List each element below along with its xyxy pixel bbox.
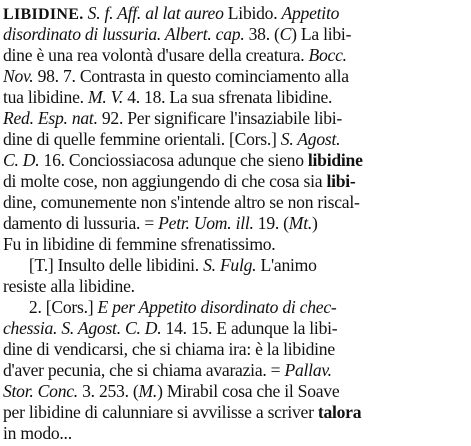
text-run: C (279, 24, 292, 44)
text-run: damento di lussuria. = (3, 213, 159, 233)
text-run: E per Appetito disordinato di chec- (97, 297, 337, 317)
text-run: 16. Conciossiacosa adunque che sieno (39, 150, 308, 170)
text-run: dine di vendicarsi, che si chiama ira: è la libidine (3, 339, 335, 359)
text-run: 2. [Cors.] (3, 297, 98, 317)
text-line (3, 421, 469, 445)
text-run: L'animo (256, 255, 317, 275)
text-run: S. Agost. (280, 129, 341, 149)
text-run: S. Fulg. (203, 255, 257, 275)
text-run: talora (317, 402, 362, 422)
text-run: libi- (326, 171, 356, 191)
text-run: 3. 253. ( (77, 381, 139, 401)
text-run: 98. 7. Contrasta in questo cominciamento alla (33, 66, 349, 86)
text-run: per libidine di calunniare si avvilisse a scriver (3, 402, 318, 422)
text-run: Mt. (288, 213, 312, 233)
text-run: 4. 18. La sua sfrenata libidine. (123, 87, 333, 107)
text-run: Nov. (3, 66, 34, 86)
text-run: chessia. S. Agost. C. D. (3, 318, 162, 338)
text-run: d'aver pecunia, che si chiama avarazia. = (3, 360, 285, 380)
text-run: M. V. (87, 87, 124, 107)
text-run: ) (312, 213, 318, 233)
text-run: resiste alla libidine. (3, 276, 135, 296)
text-run: di molte cose, non aggiungendo di che cosa sia (3, 171, 327, 191)
text-run: C. D. (3, 150, 40, 170)
text-run: ) La libi- (291, 24, 352, 44)
text-run: Bocc. (308, 45, 347, 65)
headword: LIBIDINE. (3, 6, 84, 23)
text-run: Libido. (223, 3, 282, 23)
text-run: libidine (307, 150, 363, 170)
text-run: 19. ( (253, 213, 289, 233)
text-run: 14. 15. E adunque la libi- (161, 318, 338, 338)
text-run: 92. Per significare l'insaziabile libi- (97, 108, 343, 128)
text-run: in modo... (3, 423, 72, 443)
text-run: dine, comunemente non s'intende altro se non riscal- (3, 192, 360, 212)
text-run: [T.] Insulto delle libidini. (3, 255, 204, 275)
text-run: ) Mirabil cosa che il Soave (157, 381, 340, 401)
text-run: Pallav. (284, 360, 332, 380)
text-run: S. f. Aff. al lat aureo (87, 3, 224, 23)
text-run: Red. Esp. nat. (3, 108, 98, 128)
text-run: tua libidine. (3, 87, 88, 107)
text-run: Stor. Conc. (3, 381, 78, 401)
text-run: dine è una rea volontà d'usare della creatura. (3, 45, 309, 65)
text-run: dine di quelle femmine orientali. [Cors.] (3, 129, 281, 149)
text-run: Appetito (281, 3, 340, 23)
text-run: M. (138, 381, 158, 401)
text-run: Petr. Uom. ill. (158, 213, 254, 233)
text-run: 38. ( (244, 24, 280, 44)
text-run: Fu in libidine di femmine sfrenatissimo. (3, 234, 276, 254)
text-run: disordinato di lussuria. Albert. cap. (3, 24, 245, 44)
